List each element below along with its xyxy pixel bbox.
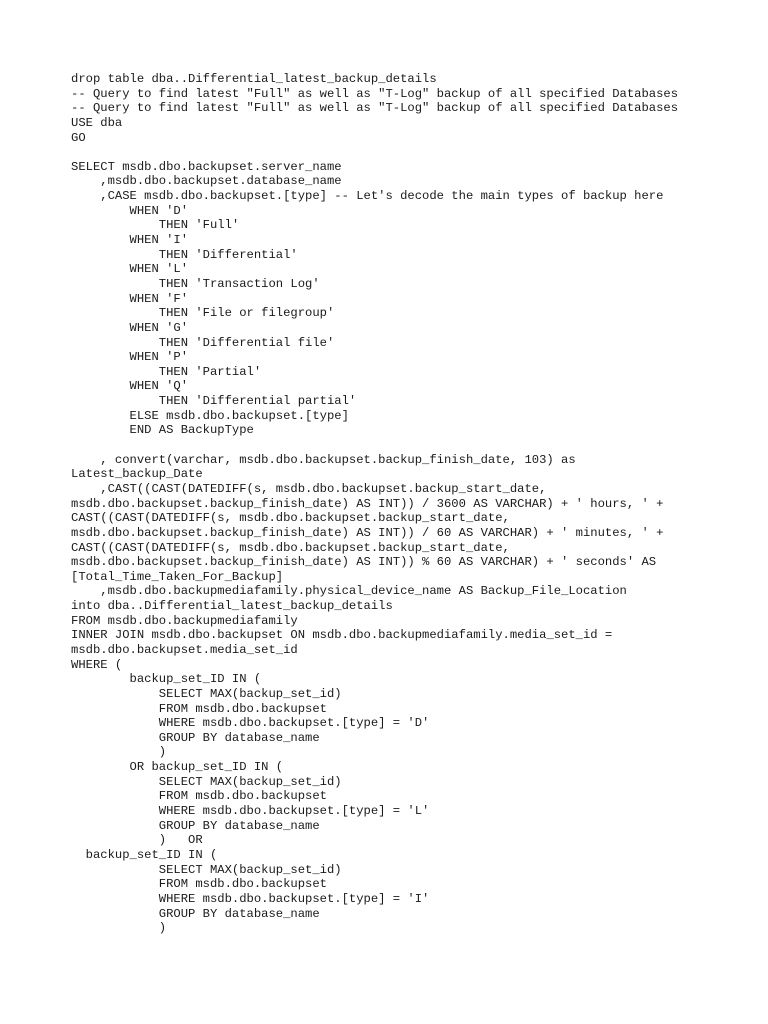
code-line: OR backup_set_ID IN ( [71,760,284,775]
code-line: msdb.dbo.backupset.backup_finish_date) AS INT)) / 3600 AS VARCHAR) + ' hours, ' + [71,496,664,511]
code-line: WHERE msdb.dbo.backupset.[type] = 'I' [71,891,430,906]
code-line: backup_set_ID IN ( [71,847,218,862]
code-line: THEN 'Differential' [71,247,298,262]
code-line: WHEN 'G' [71,320,189,335]
code-line: ,msdb.dbo.backupmediafamily.physical_device_name AS Backup_File_Location [71,584,627,599]
code-line: THEN 'Differential partial' [71,394,357,409]
code-line: ,CAST((CAST(DATEDIFF(s, msdb.dbo.backupset.backup_start_date, [71,481,547,496]
code-line: FROM msdb.dbo.backupset [71,877,327,892]
code-line: msdb.dbo.backupset.backup_finish_date) AS INT)) % 60 AS VARCHAR) + ' seconds' AS [71,555,657,570]
code-line [71,145,751,160]
code-line: THEN 'Full' [71,218,240,233]
code-line: WHEN 'D' [71,203,189,218]
code-line: msdb.dbo.backupset.backup_finish_date) AS INT)) / 60 AS VARCHAR) + ' minutes, ' + [71,525,664,540]
code-line: THEN 'Partial' [71,364,262,379]
code-line: SELECT msdb.dbo.backupset.server_name [71,159,342,174]
code-line: GROUP BY database_name [71,818,320,833]
code-line: WHEN 'I' [71,233,189,248]
code-line: ) OR [71,833,203,848]
code-line: [Total_Time_Taken_For_Backup] [71,569,284,584]
code-line: GO [71,130,86,145]
code-line: FROM msdb.dbo.backupset [71,789,327,804]
code-line: WHEN 'Q' [71,379,189,394]
code-line: ,msdb.dbo.backupset.database_name [71,174,342,189]
code-line: THEN 'Differential file' [71,335,335,350]
code-line: SELECT MAX(backup_set_id) [71,774,342,789]
code-line: , convert(varchar, msdb.dbo.backupset.backup_finish_date, 103) as [71,452,576,467]
code-line: CAST((CAST(DATEDIFF(s, msdb.dbo.backupset.backup_start_date, [71,540,510,555]
code-line: WHERE msdb.dbo.backupset.[type] = 'L' [71,804,430,819]
code-line: CAST((CAST(DATEDIFF(s, msdb.dbo.backupset.backup_start_date, [71,511,510,526]
code-line: ) [71,745,167,760]
code-line: THEN 'File or filegroup' [71,306,335,321]
code-line: END AS BackupType [71,423,254,438]
code-line: msdb.dbo.backupset.media_set_id [71,642,298,657]
code-line: THEN 'Transaction Log' [71,276,320,291]
code-line: WHEN 'P' [71,350,189,365]
code-line: Latest_backup_Date [71,467,203,482]
code-line: ELSE msdb.dbo.backupset.[type] [71,408,349,423]
code-line: FROM msdb.dbo.backupmediafamily [71,613,298,628]
code-line: WHEN 'F' [71,291,189,306]
code-line: ,CASE msdb.dbo.backupset.[type] -- Let's decode the main types of backup here [71,189,664,204]
code-line: ) [71,921,167,936]
code-line: WHERE ( [71,657,123,672]
code-line: USE dba [71,115,123,130]
code-line: -- Query to find latest "Full" as well as "T-Log" backup of all specified Databases [71,86,679,101]
code-line: GROUP BY database_name [71,906,320,921]
code-line: INNER JOIN msdb.dbo.backupset ON msdb.dbo.backupmediafamily.media_set_id = [71,628,613,643]
code-line: SELECT MAX(backup_set_id) [71,862,342,877]
code-line: FROM msdb.dbo.backupset [71,701,327,716]
code-line: backup_set_ID IN ( [71,672,262,687]
sql-code-block [71,72,751,936]
code-line: WHERE msdb.dbo.backupset.[type] = 'D' [71,716,430,731]
code-line [71,438,751,453]
code-line: WHEN 'L' [71,262,189,277]
code-line: SELECT MAX(backup_set_id) [71,686,342,701]
code-line: -- Query to find latest "Full" as well as "T-Log" backup of all specified Databases [71,101,679,116]
code-line: GROUP BY database_name [71,730,320,745]
code-line: into dba..Differential_latest_backup_details [71,599,393,614]
code-line: drop table dba..Differential_latest_backup_details [71,72,437,86]
